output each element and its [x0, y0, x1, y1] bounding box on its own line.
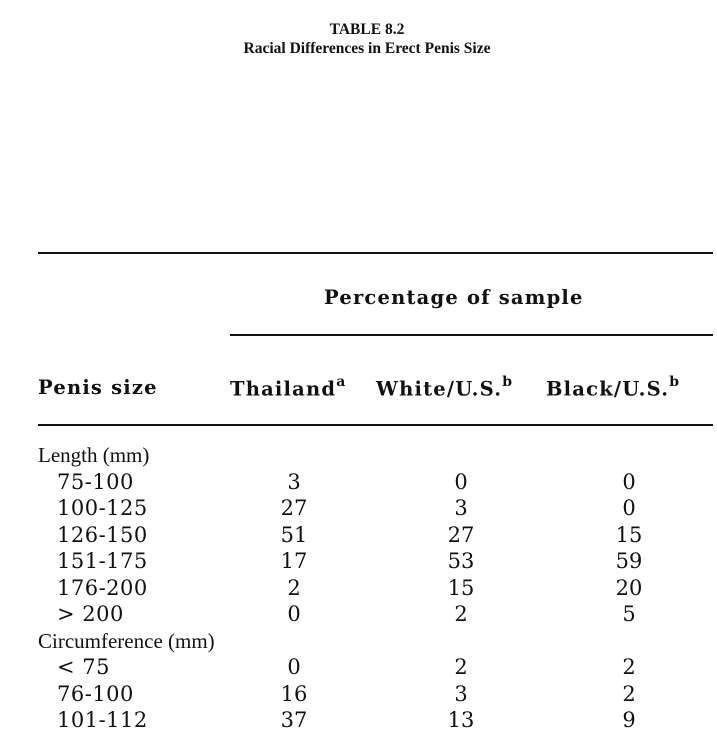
column-label: Thailand	[230, 377, 337, 401]
value-cell: 15	[615, 522, 643, 547]
value-cell: 0	[454, 469, 468, 494]
value-cell: 53	[447, 549, 475, 573]
footnote-marker: a	[336, 374, 347, 390]
footnote-marker: b	[669, 374, 681, 390]
table-row	[0, 707, 717, 733]
value-cell: 16	[280, 681, 308, 706]
value-cell: 2	[454, 602, 468, 626]
value-cell: 0	[287, 655, 301, 679]
table-row	[0, 654, 717, 680]
value-cell: 17	[280, 549, 308, 573]
section-row	[0, 442, 717, 468]
section-row	[0, 628, 717, 654]
value-cell: 37	[280, 708, 308, 732]
section-label: Circumference (mm)	[38, 628, 215, 653]
table-row	[0, 469, 717, 495]
section-label: Length (mm)	[38, 443, 150, 467]
table-row	[0, 601, 717, 627]
value-cell: 0	[622, 496, 636, 520]
column-header-thailand	[230, 376, 346, 401]
row-label: 75-100	[57, 469, 134, 494]
value-cell: 20	[615, 575, 643, 600]
table-row	[0, 575, 717, 601]
column-header-white-us	[376, 376, 513, 401]
row-header: Penis size	[38, 376, 158, 399]
value-cell: 15	[447, 575, 475, 600]
value-cell: 2	[622, 681, 636, 706]
group-header: Percentage of sample	[324, 286, 584, 309]
table-row	[0, 681, 717, 707]
table-subtitle: Racial Differences in Erect Penis Size	[243, 40, 491, 57]
value-cell: 27	[447, 522, 475, 547]
table-title: TABLE 8.2	[329, 21, 405, 38]
column-label: White/U.S.	[376, 377, 503, 401]
row-label: 101-112	[57, 708, 148, 732]
value-cell: 0	[287, 602, 301, 626]
row-label: 176-200	[57, 575, 148, 600]
row-label: < 75	[57, 655, 110, 679]
footnote-marker: b	[502, 374, 514, 390]
table-row	[0, 522, 717, 548]
value-cell: 27	[280, 496, 308, 520]
value-cell: 51	[280, 522, 308, 547]
value-cell: 9	[622, 708, 636, 732]
row-label: > 200	[57, 602, 124, 626]
row-label: 151-175	[57, 549, 148, 573]
value-cell: 5	[622, 602, 636, 626]
table-row	[0, 495, 717, 521]
row-label: 126-150	[57, 522, 148, 547]
value-cell: 59	[615, 549, 643, 573]
value-cell: 3	[454, 681, 468, 706]
top-rule	[38, 252, 713, 254]
row-label: 76-100	[57, 681, 134, 706]
value-cell: 0	[622, 469, 636, 494]
value-cell: 2	[622, 655, 636, 679]
value-cell: 3	[287, 469, 301, 494]
value-cell: 3	[454, 496, 468, 520]
table-row	[0, 548, 717, 574]
column-header-black-us	[546, 376, 680, 401]
row-label: 100-125	[57, 496, 148, 520]
group-rule	[230, 334, 713, 336]
value-cell: 13	[447, 708, 475, 732]
value-cell: 2	[287, 575, 301, 600]
value-cell: 2	[454, 655, 468, 679]
column-label: Black/U.S.	[546, 377, 670, 401]
header-rule	[38, 424, 713, 426]
table-title-block	[0, 20, 717, 58]
